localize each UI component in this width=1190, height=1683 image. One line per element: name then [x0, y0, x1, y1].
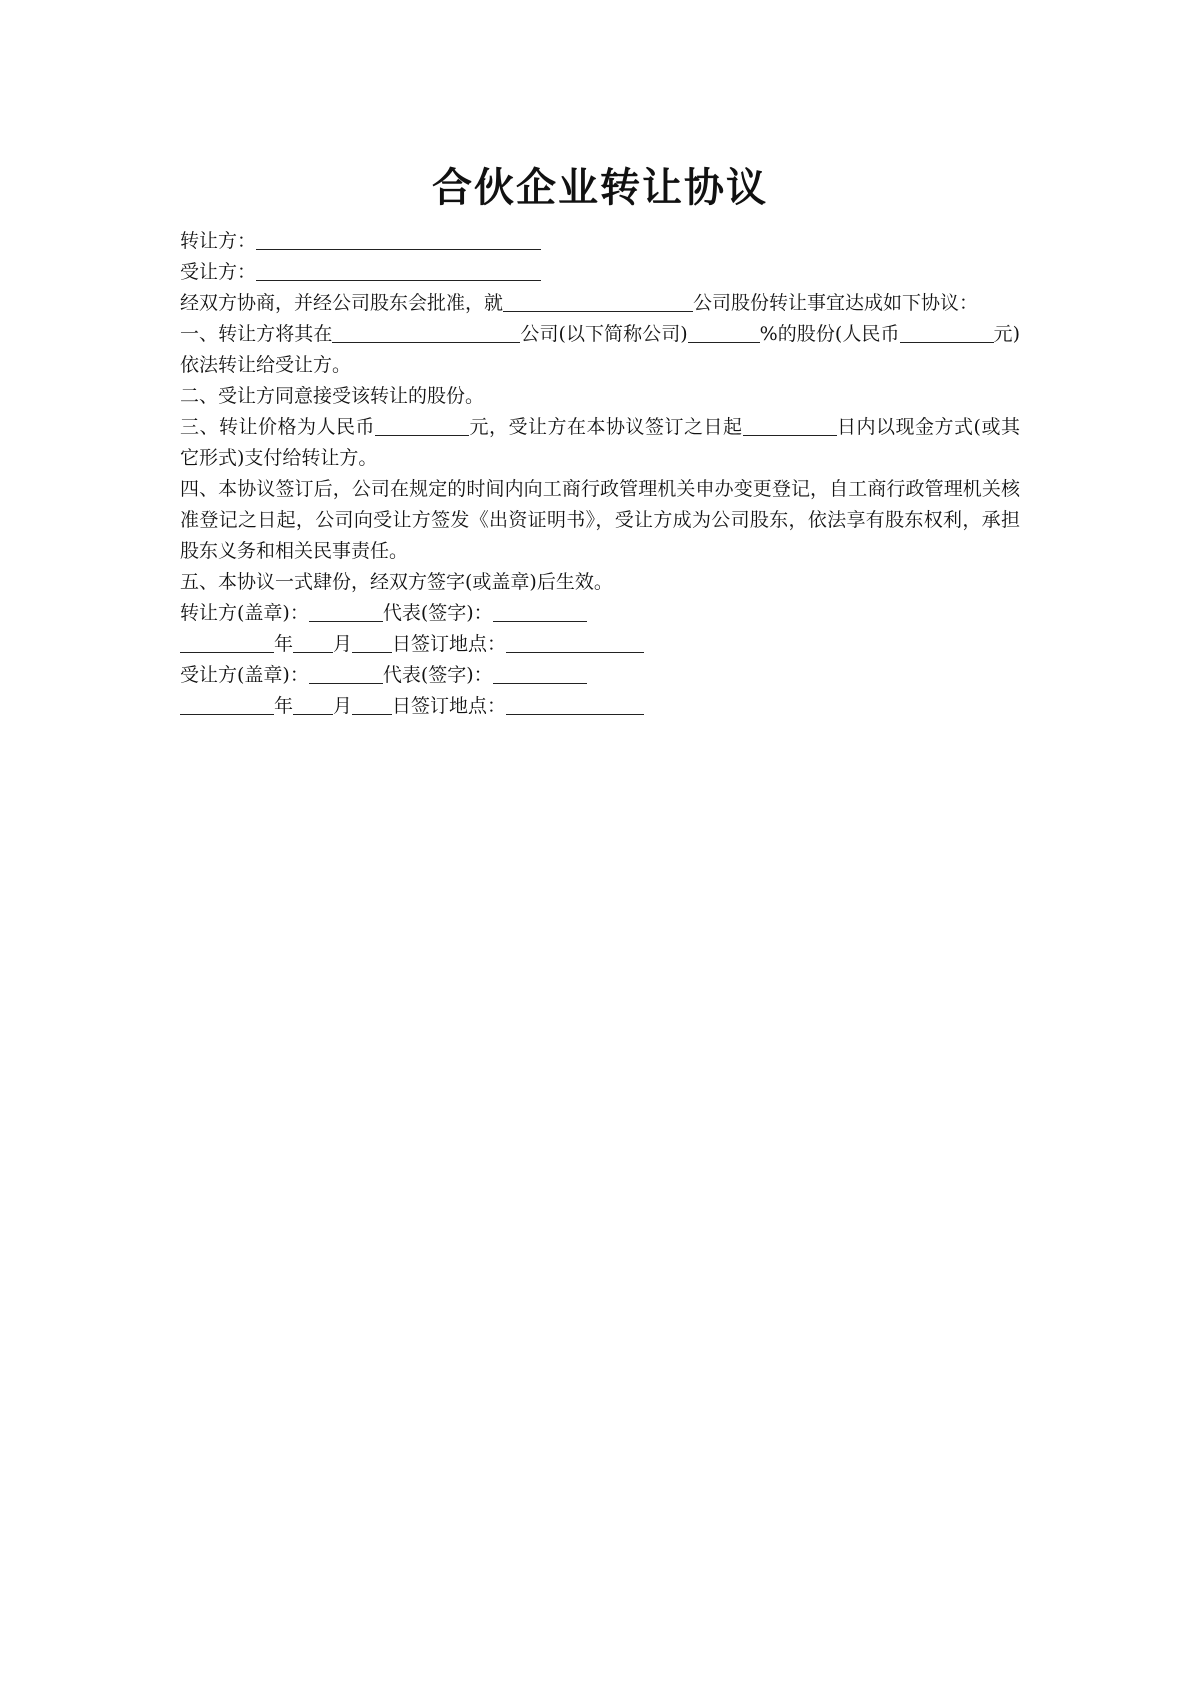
month-label-2: 月 [333, 695, 353, 717]
place-blank-1 [506, 632, 644, 653]
agreement-page [180, 160, 1020, 722]
clause-1-text-d: 元)依法转让给受让方。 [180, 323, 1021, 376]
transferee-line [180, 257, 1020, 288]
clause-1-text-c: %的股份(人民币 [759, 323, 900, 345]
clause-1-percent-blank [688, 322, 760, 343]
clause-1-amount-blank-a [900, 322, 962, 343]
clause-3-text-b: 元，受让方在本协议签订之日起 [469, 416, 743, 438]
company-name-blank [503, 291, 693, 312]
signature-transferee-seal-blank [309, 663, 383, 684]
document-title: 合伙企业转让协议 [432, 165, 768, 211]
clause-2: 二、受让方同意接受该转让的股份。 [180, 385, 485, 407]
clause-3 [180, 412, 1020, 474]
signature-transferee-label: 受让方(盖章)： [180, 664, 309, 686]
date-place-line-1 [180, 629, 1020, 660]
year-label-1: 年 [274, 633, 294, 655]
signature-transferor-seal-blank [309, 601, 383, 622]
year-blank-2 [180, 694, 274, 715]
clause-3-text-a: 三、转让价格为人民币 [180, 416, 376, 438]
day-blank-1 [352, 632, 392, 653]
intro-text-a: 经双方协商，并经公司股东会批准，就 [180, 292, 504, 314]
clause-1-text-b: 公司(以下简称公司) [520, 323, 688, 345]
transferor-line [180, 226, 1020, 257]
intro-text-b: 公司股份转让事宜达成如下协议： [693, 292, 979, 314]
day-place-label-2: 日签订地点： [392, 695, 507, 717]
clause-3-price-blank [375, 415, 469, 436]
day-place-label-1: 日签订地点： [392, 633, 507, 655]
transferee-blank [256, 260, 541, 281]
clause-1-amount-blank-b [962, 322, 994, 343]
month-blank-2 [293, 694, 333, 715]
year-label-2: 年 [274, 695, 294, 717]
place-blank-2 [506, 694, 644, 715]
day-blank-2 [352, 694, 392, 715]
year-blank-1 [180, 632, 274, 653]
signature-transferor-rep-blank [493, 601, 587, 622]
signature-transferor-label: 转让方(盖章)： [180, 602, 309, 624]
clause-1-company-blank [332, 322, 520, 343]
signature-transferor-rep-label: 代表(签字)： [382, 602, 493, 624]
signature-transferee-line [180, 660, 1020, 691]
clause-3-text-c: 日内以现金方式(或其它形式)支付给转让方。 [180, 416, 1020, 469]
clause-1-text-a: 一、转让方将其在 [180, 323, 333, 345]
date-place-line-2 [180, 691, 1020, 722]
transferor-label: 转让方： [180, 230, 257, 252]
clause-1 [180, 319, 1020, 381]
month-label-1: 月 [333, 633, 353, 655]
signature-transferor-line [180, 598, 1020, 629]
intro-paragraph [180, 288, 1020, 319]
transferee-label: 受让方： [180, 261, 257, 283]
transferor-blank [256, 229, 541, 250]
clause-5: 五、本协议一式肆份，经双方签字(或盖章)后生效。 [180, 571, 613, 593]
clause-3-days-blank [743, 415, 837, 436]
clause-4: 四、本协议签订后，公司在规定的时间内向工商行政管理机关申办变更登记，自工商行政管理机关核准登记之日起，公司向受让方签发《出资证明书》，受让方成为公司股东，依法享有股东权利，承担股东义务和相关民事责任。 [180, 478, 1020, 562]
month-blank-1 [293, 632, 333, 653]
signature-transferee-rep-blank [493, 663, 587, 684]
signature-transferee-rep-label: 代表(签字)： [382, 664, 493, 686]
